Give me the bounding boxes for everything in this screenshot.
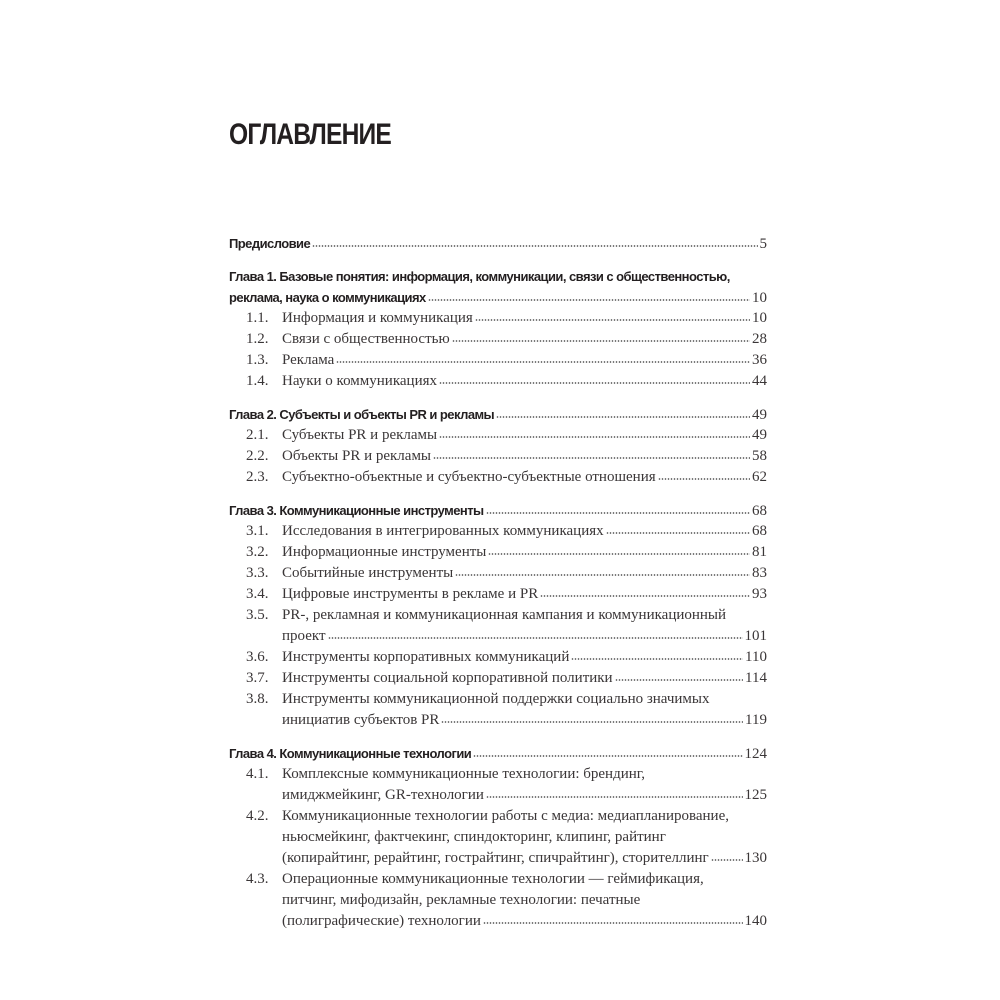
page-number: 10 [752, 290, 767, 306]
toc-line [229, 446, 767, 467]
page-number: 5 [759, 236, 767, 252]
page-number: 110 [745, 649, 767, 665]
page-number: 58 [752, 448, 767, 464]
section-number: 3.2. [246, 544, 269, 560]
page-number: 68 [752, 523, 767, 539]
chapter-entry[interactable] [229, 233, 767, 254]
toc-line [229, 911, 767, 932]
toc-line [229, 764, 767, 785]
toc-line [229, 827, 767, 848]
entry-title: Инструменты корпоративных коммуникаций [282, 649, 570, 665]
page-number: 10 [752, 310, 767, 326]
page-number: 119 [745, 712, 767, 728]
entry-title: (копирайтинг, рерайтинг, гострайтинг, спичрайтинг), сторителлинг [282, 850, 709, 866]
page-number: 49 [752, 427, 767, 443]
entry-title: Коммуникационные технологии работы с медиа: медиапланирование, [282, 808, 729, 824]
dot-leader [475, 319, 750, 321]
dot-leader [328, 637, 743, 639]
section-number: 3.5. [246, 607, 269, 623]
section-number: 1.3. [246, 352, 269, 368]
entry-title: Реклама [282, 352, 335, 368]
entry-title: питчинг, мифодизайн, рекламные технологии: печатные [282, 892, 641, 908]
page-number: 101 [744, 628, 767, 644]
toc-group [229, 404, 767, 488]
page-number: 140 [744, 913, 767, 929]
page-number: 36 [752, 352, 767, 368]
toc-line [229, 890, 767, 911]
toc-line [229, 806, 767, 827]
section-entry[interactable] [229, 308, 767, 329]
section-entry[interactable] [229, 689, 767, 731]
toc-line [229, 563, 767, 584]
section-entry[interactable] [229, 329, 767, 350]
section-number: 1.1. [246, 310, 269, 326]
dot-leader [473, 755, 742, 757]
toc-line [229, 785, 767, 806]
toc-line [229, 542, 767, 563]
section-number: 3.7. [246, 670, 269, 686]
toc-group [229, 233, 767, 254]
section-entry[interactable] [229, 371, 767, 392]
page-number: 125 [744, 787, 767, 803]
section-entry[interactable] [229, 764, 767, 806]
table-of-contents [229, 233, 767, 944]
toc-line [229, 329, 767, 350]
dot-leader [711, 859, 743, 861]
entry-title: Операционные коммуникационные технологии — геймификация, [282, 871, 704, 887]
section-entry[interactable] [229, 668, 767, 689]
entry-title: Комплексные коммуникационные технологии: брендинг, [282, 766, 645, 782]
toc-line [229, 404, 767, 425]
entry-title: Объекты PR и рекламы [282, 448, 432, 464]
page-number: 130 [744, 850, 767, 866]
section-entry[interactable] [229, 446, 767, 467]
entry-title: Информация и коммуникация [282, 310, 473, 326]
toc-line [229, 848, 767, 869]
page-number: 93 [752, 586, 767, 602]
section-entry[interactable] [229, 584, 767, 605]
entry-title: ньюсмейкинг, фактчекинг, спиндокторинг, клипинг, райтинг [282, 829, 666, 845]
toc-group [229, 266, 767, 392]
toc-line [229, 308, 767, 329]
section-entry[interactable] [229, 467, 767, 488]
dot-leader [312, 245, 757, 247]
page-number: 49 [752, 407, 767, 423]
entry-title: Информационные инструменты [282, 544, 487, 560]
toc-line [229, 521, 767, 542]
page-number: 83 [752, 565, 767, 581]
entry-title: (полиграфические) технологии [282, 913, 481, 929]
page-number: 44 [752, 373, 767, 389]
section-number: 1.4. [246, 373, 269, 389]
toc-line [229, 467, 767, 488]
entry-title: Связи с общественностью [282, 331, 450, 347]
entry-title: Предисловие [229, 236, 311, 251]
section-entry[interactable] [229, 350, 767, 371]
dot-leader [486, 796, 743, 798]
entry-title: Инструменты коммуникационной поддержки социально значимых [282, 691, 710, 707]
toc-line [229, 689, 767, 710]
entry-title: Событийные инструменты [282, 565, 454, 581]
chapter-entry[interactable] [229, 266, 767, 308]
dot-leader [336, 361, 750, 363]
section-number: 4.3. [246, 871, 269, 887]
dot-leader [496, 416, 750, 418]
entry-title: Цифровые инструменты в рекламе и PR [282, 586, 539, 602]
section-entry[interactable] [229, 806, 767, 869]
dot-leader [483, 922, 743, 924]
dot-leader [428, 299, 750, 301]
entry-title: PR-, рекламная и коммуникационная кампания и коммуникационный [282, 607, 727, 623]
page-number: 81 [752, 544, 767, 560]
toc-line [229, 584, 767, 605]
entry-title: Инструменты социальной корпоративной политики [282, 670, 613, 686]
chapter-entry[interactable] [229, 404, 767, 425]
dot-leader [486, 512, 750, 514]
page-number: 62 [752, 469, 767, 485]
section-number: 3.3. [246, 565, 269, 581]
dot-leader [615, 679, 743, 681]
section-entry[interactable] [229, 647, 767, 668]
toc-line [229, 647, 767, 668]
dot-leader [439, 382, 750, 384]
dot-leader [606, 532, 750, 534]
section-entry[interactable] [229, 425, 767, 446]
section-number: 1.2. [246, 331, 269, 347]
toc-line [229, 743, 767, 764]
entry-title: инициатив субъектов PR [282, 712, 440, 728]
dot-leader [455, 574, 750, 576]
section-entry[interactable] [229, 869, 767, 932]
entry-title: имиджмейкинг, GR-технологии [282, 787, 484, 803]
dot-leader [488, 553, 750, 555]
toc-line [229, 869, 767, 890]
section-number: 3.1. [246, 523, 269, 539]
entry-title: Глава 3. Коммуникационные инструменты [229, 503, 484, 518]
entry-title: Субъекты PR и рекламы [282, 427, 438, 443]
toc-line [229, 668, 767, 689]
toc-line [229, 287, 767, 308]
section-number: 3.8. [246, 691, 269, 707]
chapter-entry[interactable] [229, 743, 767, 764]
section-number: 3.4. [246, 586, 269, 602]
entry-title: Глава 4. Коммуникационные технологии [229, 746, 472, 761]
toc-line [229, 371, 767, 392]
toc-line [229, 500, 767, 521]
toc-line [229, 626, 767, 647]
dot-leader [658, 478, 750, 480]
section-entry[interactable] [229, 563, 767, 584]
section-entry[interactable] [229, 521, 767, 542]
page-number: 114 [745, 670, 767, 686]
entry-title: проект [282, 628, 326, 644]
dot-leader [441, 721, 743, 723]
dot-leader [540, 595, 750, 597]
section-number: 4.1. [246, 766, 269, 782]
entry-title: Науки о коммуникациях [282, 373, 437, 389]
toc-line [229, 710, 767, 731]
toc-line [229, 605, 767, 626]
chapter-entry[interactable] [229, 500, 767, 521]
entry-title: реклама, наука о коммуникациях [229, 290, 426, 305]
section-number: 2.2. [246, 448, 269, 464]
page-number: 28 [752, 331, 767, 347]
toc-line [229, 233, 767, 254]
entry-title: Исследования в интегрированных коммуникациях [282, 523, 604, 539]
section-entry[interactable] [229, 542, 767, 563]
section-number: 2.3. [246, 469, 269, 485]
entry-title: Глава 1. Базовые понятия: информация, коммуникации, связи с общественностью, [229, 269, 730, 284]
page-title: ОГЛАВЛЕНИЕ [229, 118, 391, 151]
toc-group [229, 743, 767, 932]
dot-leader [452, 340, 750, 342]
entry-title: Глава 2. Субъекты и объекты PR и рекламы [229, 407, 495, 422]
toc-line [229, 425, 767, 446]
toc-line [229, 350, 767, 371]
dot-leader [433, 457, 750, 459]
entry-title: Субъектно-объектные и субъектно-субъектные отношения [282, 469, 656, 485]
page-number: 124 [744, 746, 767, 762]
section-entry[interactable] [229, 605, 767, 647]
toc-group [229, 500, 767, 731]
section-number: 4.2. [246, 808, 269, 824]
dot-leader [439, 436, 750, 438]
dot-leader [571, 658, 743, 660]
section-number: 3.6. [246, 649, 269, 665]
toc-line [229, 266, 767, 287]
section-number: 2.1. [246, 427, 269, 443]
page-number: 68 [752, 503, 767, 519]
